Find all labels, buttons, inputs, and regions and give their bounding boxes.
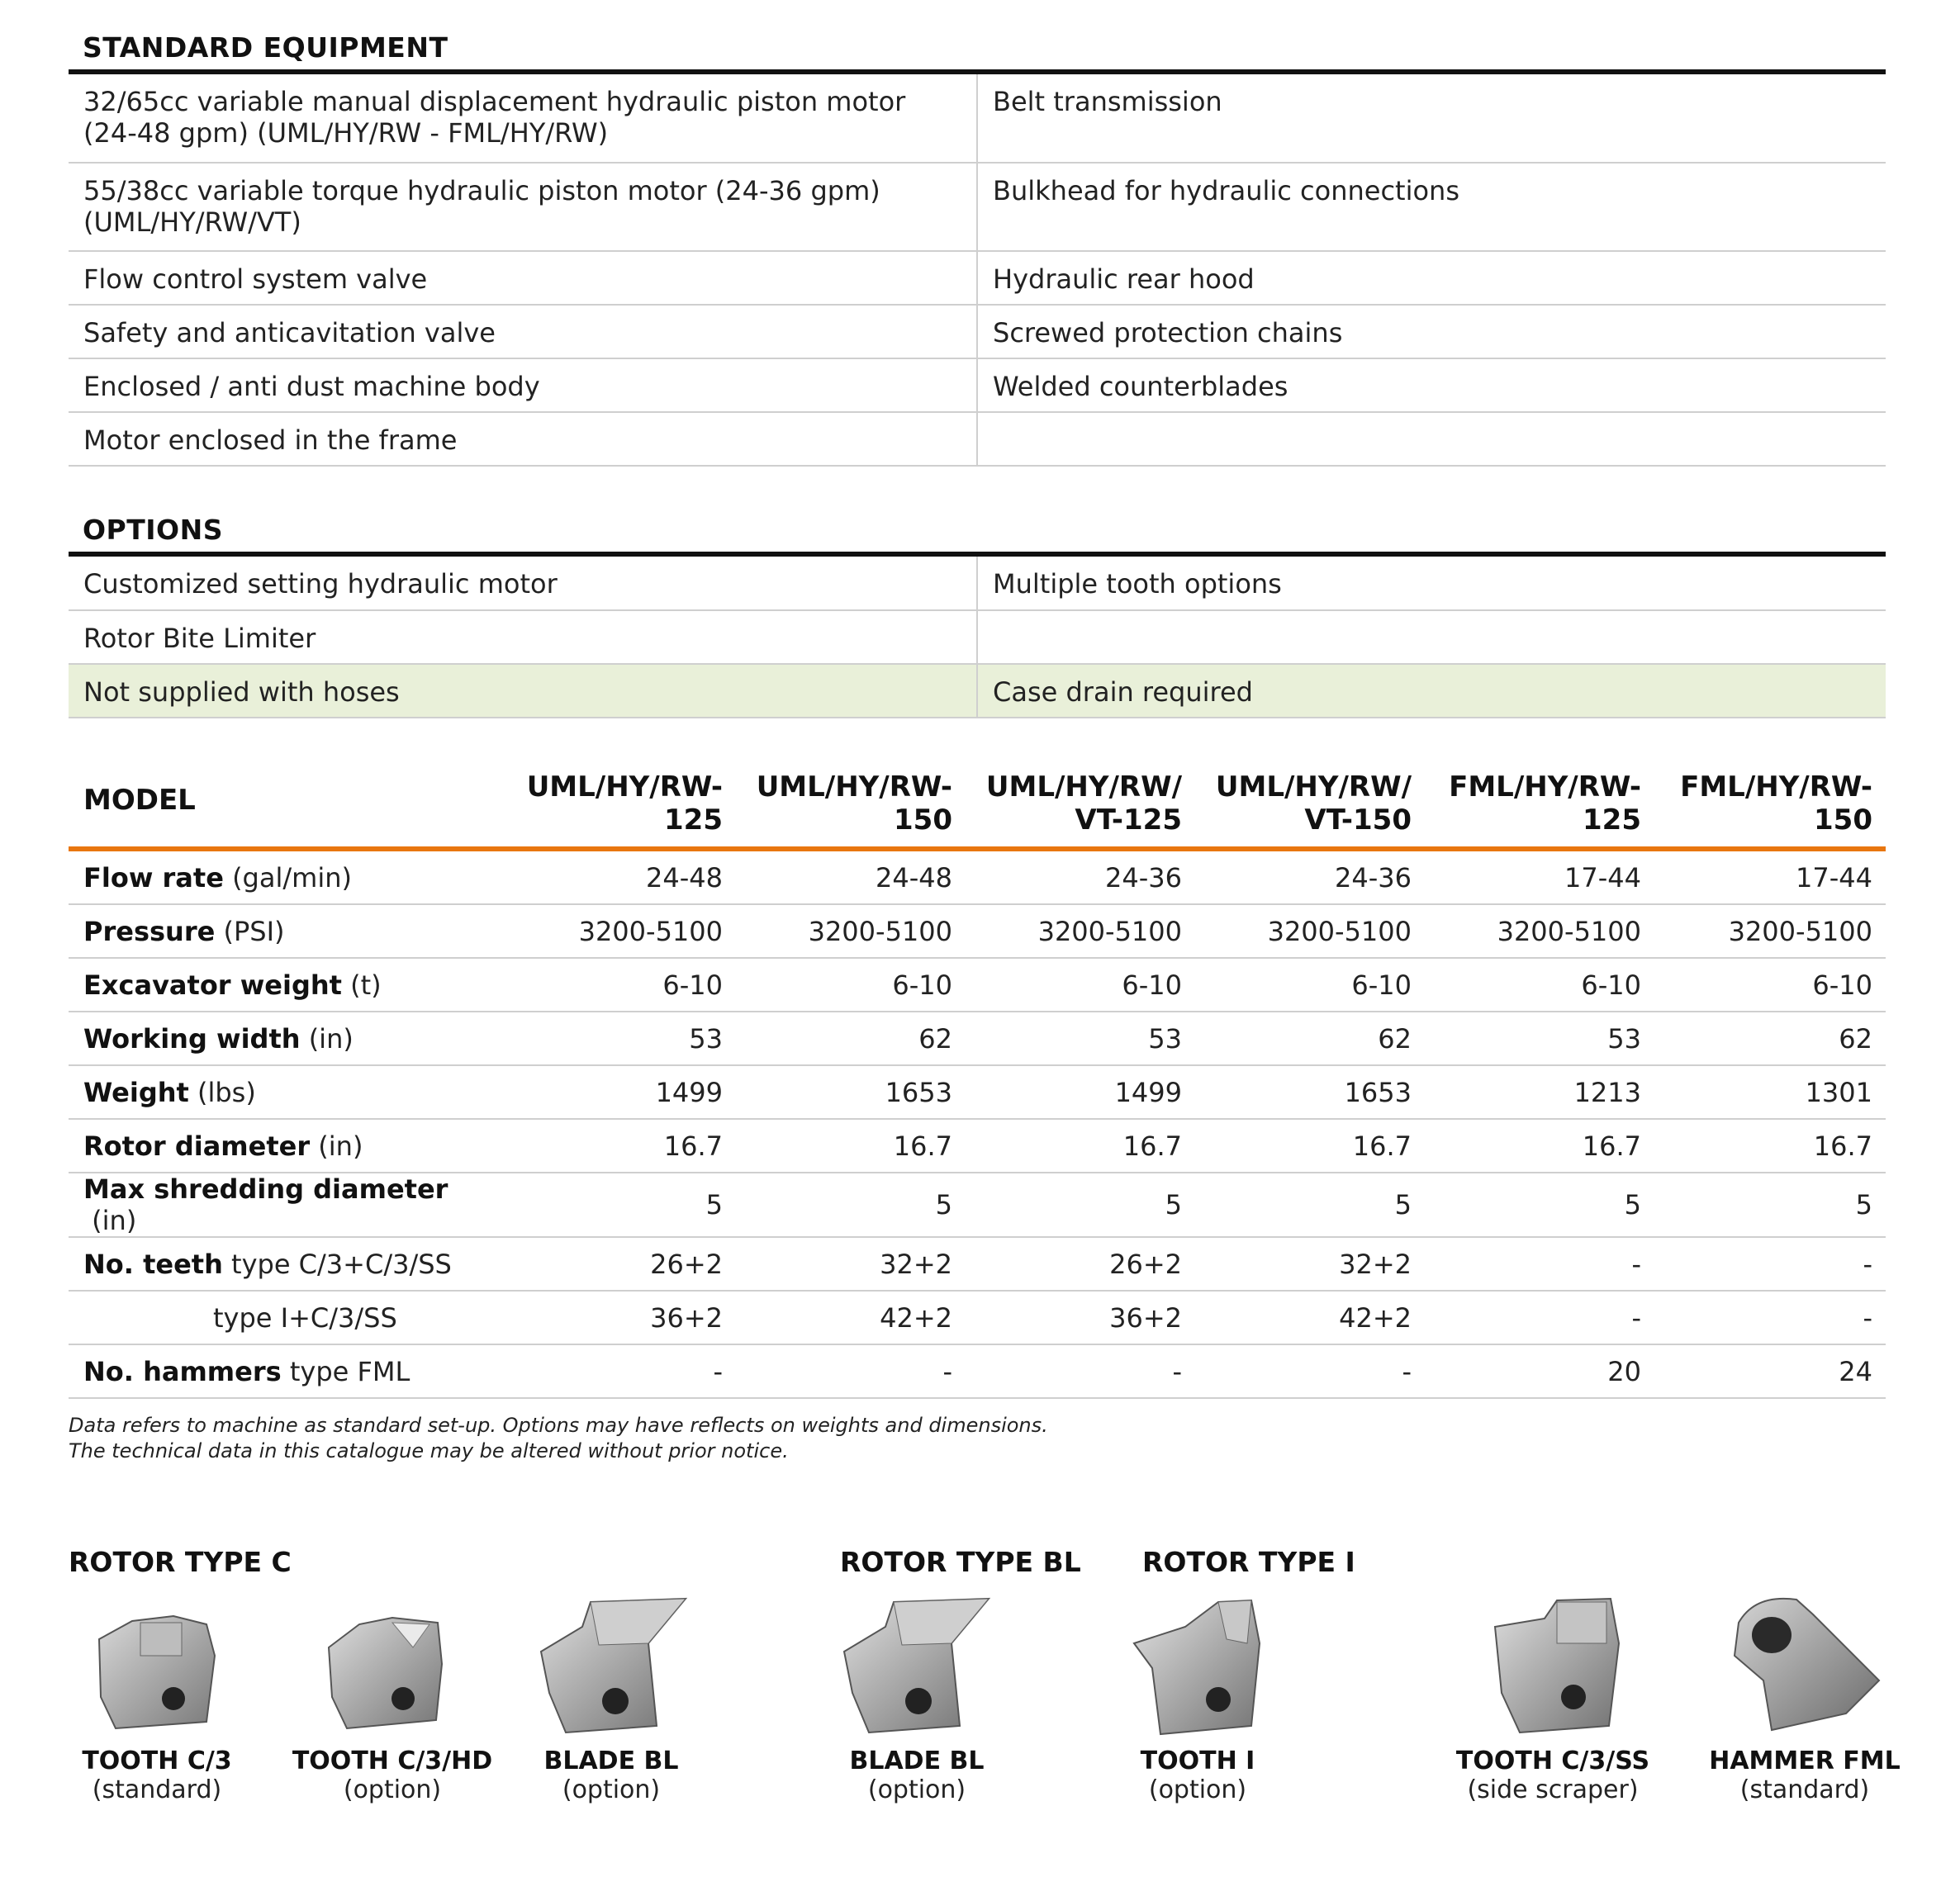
spec-value: 62 <box>736 1012 966 1065</box>
table-row <box>69 305 1886 358</box>
standard-equipment-title: STANDARD EQUIPMENT <box>83 31 448 64</box>
tooth-c3-hd-icon <box>314 1606 463 1738</box>
equipment-cell: Safety and anticavitation valve <box>69 305 977 358</box>
option-cell: Not supplied with hoses <box>69 664 977 718</box>
rotor-type-c-title: ROTOR TYPE C <box>69 1546 292 1578</box>
spec-label <box>69 851 506 904</box>
equipment-cell: Motor enclosed in the frame <box>69 412 977 466</box>
table-row-highlighted <box>69 664 1886 718</box>
spec-label-unit: type FML <box>281 1355 411 1387</box>
part-name: TOOTH I <box>1140 1747 1255 1775</box>
spec-value: 3200-5100 <box>1425 904 1654 958</box>
spec-value: 26+2 <box>966 1237 1195 1291</box>
table-row <box>69 1065 1886 1119</box>
spec-value: 1301 <box>1654 1065 1886 1119</box>
table-row <box>69 1173 1886 1237</box>
spec-label <box>69 958 506 1012</box>
spec-value: 5 <box>736 1173 966 1237</box>
spec-value: 6-10 <box>966 958 1195 1012</box>
spec-value: 24 <box>1654 1344 1886 1398</box>
spec-value: 53 <box>966 1012 1195 1065</box>
spec-label-bold: No. hammers <box>83 1355 282 1387</box>
spec-value: 6-10 <box>1195 958 1425 1012</box>
table-row <box>69 1237 1886 1291</box>
spec-value: 6-10 <box>1425 958 1654 1012</box>
spec-value: 1213 <box>1425 1065 1654 1119</box>
model-header-row <box>69 764 1886 846</box>
spec-label <box>69 1291 506 1344</box>
spec-value: 62 <box>1195 1012 1425 1065</box>
spec-value: 17-44 <box>1425 851 1654 904</box>
equipment-cell: Welded counterblades <box>977 358 1886 412</box>
spec-label-unit: (PSI) <box>215 915 285 947</box>
spec-value: 20 <box>1425 1344 1654 1398</box>
part-caption <box>1107 1747 1288 1804</box>
part-caption <box>520 1747 702 1804</box>
spec-value: 1653 <box>736 1065 966 1119</box>
model-column-header: FML/HY/RW- 150 <box>1680 770 1872 837</box>
spec-value: 5 <box>1654 1173 1886 1237</box>
spec-label-bold: Rotor diameter <box>83 1130 311 1162</box>
equipment-cell <box>977 412 1886 466</box>
spec-label-unit: (t) <box>341 969 382 1001</box>
spec-value: 32+2 <box>736 1237 966 1291</box>
table-row <box>69 163 1886 251</box>
spec-label-bold: Flow rate <box>83 861 224 893</box>
spec-value: 5 <box>966 1173 1195 1237</box>
hammer-fml-icon <box>1722 1590 1887 1742</box>
equipment-cell: Belt transmission <box>977 74 1886 163</box>
spec-label-unit: (in) <box>300 1022 354 1055</box>
equipment-cell: Screwed protection chains <box>977 305 1886 358</box>
spec-value: 24-48 <box>736 851 966 904</box>
spec-value: 1499 <box>506 1065 736 1119</box>
part-caption <box>1693 1747 1916 1804</box>
table-row <box>69 1344 1886 1398</box>
option-cell: Rotor Bite Limiter <box>69 610 977 664</box>
part-name: TOOTH C/3 <box>82 1747 232 1775</box>
option-cell: Multiple tooth options <box>977 557 1886 610</box>
part-name: TOOTH C/3/SS <box>1455 1747 1650 1775</box>
spec-value: - <box>1654 1237 1886 1291</box>
spec-label-unit: (gal/min) <box>223 861 352 893</box>
part-name: BLADE BL <box>849 1747 985 1775</box>
spec-value: 36+2 <box>966 1291 1195 1344</box>
spec-value: - <box>736 1344 966 1398</box>
spec-value: 1653 <box>1195 1065 1425 1119</box>
spec-value: 32+2 <box>1195 1237 1425 1291</box>
spec-label <box>69 1173 506 1237</box>
spec-value: 16.7 <box>736 1119 966 1173</box>
table-row <box>69 251 1886 305</box>
model-header: MODEL <box>83 784 196 817</box>
model-column-header: FML/HY/RW- 125 <box>1449 770 1641 837</box>
equipment-cell: 32/65cc variable manual displacement hydraulic piston motor (24-48 gpm) (UML/HY/RW - FML/HY/RW) <box>69 74 977 163</box>
spec-value: 3200-5100 <box>1195 904 1425 958</box>
standard-equipment-table <box>69 74 1886 467</box>
spec-label <box>69 1119 506 1173</box>
part-caption <box>285 1747 500 1804</box>
part-name: HAMMER FML <box>1709 1747 1901 1775</box>
table-row <box>69 904 1886 958</box>
model-column-header: UML/HY/RW- 150 <box>756 770 952 837</box>
model-column-header: UML/HY/RW/ VT-150 <box>1215 770 1412 837</box>
rotor-type-i-title: ROTOR TYPE I <box>1142 1546 1355 1578</box>
part-note: (option) <box>343 1775 442 1804</box>
spec-value: 62 <box>1654 1012 1886 1065</box>
spec-value: - <box>1425 1291 1654 1344</box>
spec-label-unit: (in) <box>310 1130 363 1162</box>
blade-bl-icon <box>533 1594 698 1742</box>
part-caption <box>58 1747 256 1804</box>
equipment-cell: 55/38cc variable torque hydraulic piston motor (24-36 gpm) (UML/HY/RW/VT) <box>69 163 977 251</box>
spec-value: 3200-5100 <box>506 904 736 958</box>
part-note: (option) <box>867 1775 966 1804</box>
rotor-type-bl-title: ROTOR TYPE BL <box>840 1546 1081 1578</box>
spec-value: - <box>1654 1291 1886 1344</box>
spec-value: 5 <box>506 1173 736 1237</box>
table-row <box>69 1119 1886 1173</box>
spec-label <box>69 1012 506 1065</box>
spec-value: 5 <box>1425 1173 1654 1237</box>
spec-value: 42+2 <box>1195 1291 1425 1344</box>
table-row <box>69 851 1886 904</box>
spec-label-unit: type C/3+C/3/SS <box>222 1248 452 1280</box>
spec-label <box>69 1237 506 1291</box>
spec-value: 1499 <box>966 1065 1195 1119</box>
spec-value: 26+2 <box>506 1237 736 1291</box>
blade-bl-icon <box>836 1594 1001 1742</box>
spec-value: - <box>506 1344 736 1398</box>
spec-value: 42+2 <box>736 1291 966 1344</box>
spec-value: 16.7 <box>506 1119 736 1173</box>
part-note: (standard) <box>1739 1775 1870 1804</box>
option-cell <box>977 610 1886 664</box>
spec-value: - <box>1195 1344 1425 1398</box>
spec-value: 24-36 <box>966 851 1195 904</box>
spec-value: 3200-5100 <box>1654 904 1886 958</box>
equipment-cell: Enclosed / anti dust machine body <box>69 358 977 412</box>
spec-value: 53 <box>506 1012 736 1065</box>
table-row <box>69 74 1886 163</box>
spec-value: 3200-5100 <box>966 904 1195 958</box>
part-note: (standard) <box>92 1775 222 1804</box>
spec-label-bold: Weight <box>83 1076 189 1108</box>
model-column-header: UML/HY/RW- 125 <box>526 770 723 837</box>
tooth-c3-icon <box>83 1606 231 1738</box>
spec-value: 6-10 <box>1654 958 1886 1012</box>
spec-value: 6-10 <box>736 958 966 1012</box>
table-row <box>69 610 1886 664</box>
part-caption <box>826 1747 1008 1804</box>
spec-label-bold: Pressure <box>83 915 216 947</box>
model-specs-body <box>69 851 1886 1399</box>
spec-value: 53 <box>1425 1012 1654 1065</box>
options-table <box>69 557 1886 718</box>
table-row <box>69 1291 1886 1344</box>
equipment-cell: Flow control system valve <box>69 251 977 305</box>
equipment-cell: Bulkhead for hydraulic connections <box>977 163 1886 251</box>
spec-label-unit: (lbs) <box>188 1076 256 1108</box>
spec-value: 17-44 <box>1654 851 1886 904</box>
part-note: (option) <box>562 1775 661 1804</box>
model-specs-table <box>69 764 1886 846</box>
spec-label <box>69 1065 506 1119</box>
spec-value: 36+2 <box>506 1291 736 1344</box>
model-column-header: UML/HY/RW/ VT-125 <box>985 770 1182 837</box>
part-name: BLADE BL <box>543 1747 679 1775</box>
footnote-line: The technical data in this catalogue may be altered without prior notice. <box>69 1439 789 1462</box>
part-note: (option) <box>1148 1775 1247 1804</box>
spec-value: 6-10 <box>506 958 736 1012</box>
option-cell: Case drain required <box>977 664 1886 718</box>
options-title: OPTIONS <box>83 514 223 546</box>
spec-value: 16.7 <box>1195 1119 1425 1173</box>
spec-value: 24-48 <box>506 851 736 904</box>
spec-label-bold: Max shredding diameter <box>83 1173 448 1205</box>
spec-value: - <box>1425 1237 1654 1291</box>
spec-label-bold: No. teeth <box>83 1248 223 1280</box>
spec-value: - <box>966 1344 1195 1398</box>
spec-value: 16.7 <box>1425 1119 1654 1173</box>
table-row <box>69 1012 1886 1065</box>
part-note: (side scraper) <box>1467 1775 1639 1804</box>
equipment-cell: Hydraulic rear hood <box>977 251 1886 305</box>
spec-label-bold: Working width <box>83 1022 301 1055</box>
table-row <box>69 412 1886 466</box>
footnote <box>69 1413 1048 1464</box>
spec-label-bold: Excavator weight <box>83 969 342 1001</box>
table-row <box>69 358 1886 412</box>
option-cell: Customized setting hydraulic motor <box>69 557 977 610</box>
spec-value: 3200-5100 <box>736 904 966 958</box>
table-row <box>69 557 1886 610</box>
spec-label-unit: type I+C/3/SS <box>213 1301 397 1334</box>
spec-label-unit: (in) <box>83 1205 137 1236</box>
tooth-c3-ss-icon <box>1478 1594 1635 1742</box>
spec-label <box>69 904 506 958</box>
spec-value: 5 <box>1195 1173 1425 1237</box>
tooth-i-icon <box>1127 1594 1284 1742</box>
part-name: TOOTH C/3/HD <box>292 1747 493 1775</box>
spec-value: 24-36 <box>1195 851 1425 904</box>
footnote-line: Data refers to machine as standard set-up. Options may have reflects on weights and dimensions. <box>69 1414 1048 1437</box>
spec-label <box>69 1344 506 1398</box>
part-caption <box>1441 1747 1664 1804</box>
spec-value: 16.7 <box>1654 1119 1886 1173</box>
table-row <box>69 958 1886 1012</box>
spec-value: 16.7 <box>966 1119 1195 1173</box>
